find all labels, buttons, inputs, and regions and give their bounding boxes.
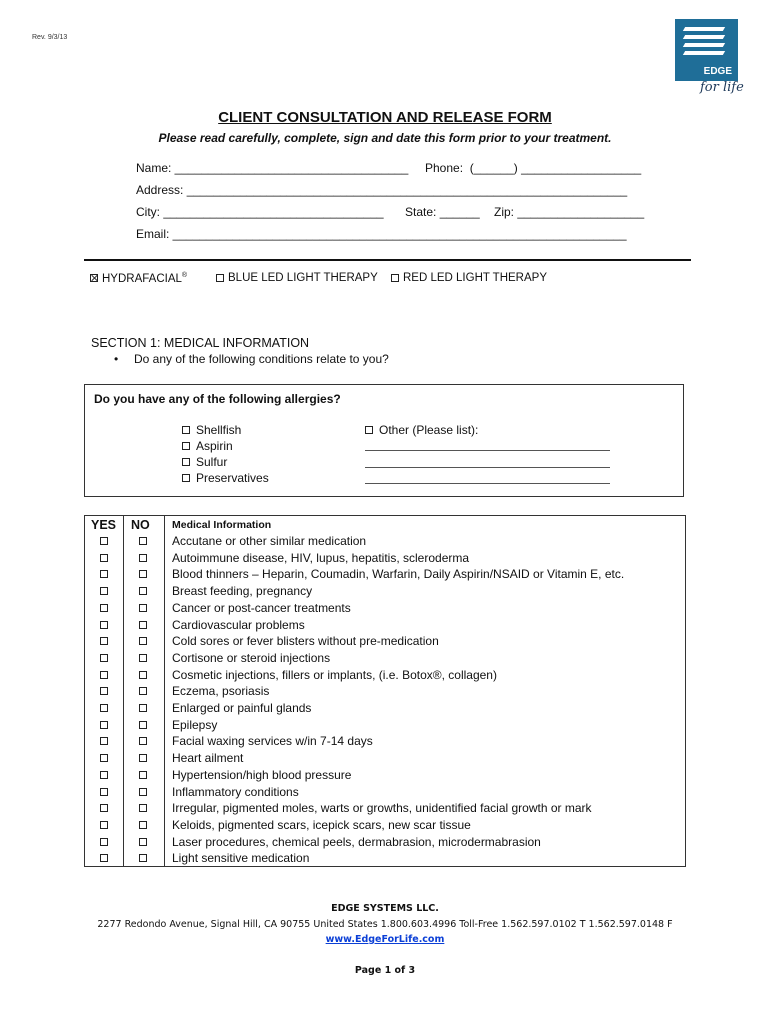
divider	[84, 259, 691, 261]
yes-checkbox-icon[interactable]	[100, 587, 108, 595]
medical-condition: Irregular, pigmented moles, warts or growths, unidentified facial growth or mark	[172, 801, 592, 816]
checkbox-icon[interactable]	[182, 426, 190, 434]
no-checkbox-icon[interactable]	[139, 737, 147, 745]
yes-checkbox-icon[interactable]	[100, 570, 108, 578]
service-label: RED LED LIGHT THERAPY	[403, 272, 548, 284]
no-checkbox-icon[interactable]	[139, 570, 147, 578]
other-line-3[interactable]	[365, 483, 610, 484]
yes-checkbox-icon[interactable]	[100, 788, 108, 796]
table-row	[85, 600, 685, 617]
allergy-item[interactable]: Preservatives	[182, 471, 269, 485]
table-row	[85, 700, 685, 717]
table-row	[85, 633, 685, 650]
bullet-icon: •	[114, 352, 119, 366]
yes-checkbox-icon[interactable]	[100, 637, 108, 645]
no-checkbox-icon[interactable]	[139, 821, 147, 829]
company-address: 2277 Redondo Avenue, Signal Hill, CA 90755 United States 1.800.603.4996 Toll-Free 1.562.597.0102 T 1.562.597.0148 F	[97, 919, 673, 930]
yes-checkbox-icon[interactable]	[100, 621, 108, 629]
medical-condition: Cardiovascular problems	[172, 617, 305, 632]
yes-checkbox-icon[interactable]	[100, 721, 108, 729]
allergy-question: Do you have any of the following allergies?	[94, 392, 341, 406]
table-row	[85, 817, 685, 834]
section-bullet: • Do any of the following conditions relate to you?	[114, 352, 389, 366]
medical-condition: Cancer or post-cancer treatments	[172, 600, 351, 615]
table-row	[85, 850, 685, 867]
yes-checkbox-icon[interactable]	[100, 754, 108, 762]
medical-condition: Hypertension/high blood pressure	[172, 767, 352, 782]
no-header: NO	[131, 518, 150, 532]
table-row	[85, 767, 685, 784]
yes-checkbox-icon[interactable]	[100, 737, 108, 745]
medical-condition: Breast feeding, pregnancy	[172, 584, 313, 599]
other-line-1[interactable]	[365, 450, 610, 451]
table-row	[85, 667, 685, 684]
company-name: EDGE SYSTEMS LLC.	[331, 903, 439, 914]
checkbox-icon[interactable]	[391, 274, 399, 282]
zip-field[interactable]: Zip: ___________________	[494, 205, 645, 219]
checkbox-icon[interactable]	[182, 442, 190, 450]
yes-checkbox-icon[interactable]	[100, 654, 108, 662]
table-row	[85, 717, 685, 734]
registered-mark: ®	[181, 272, 188, 279]
no-checkbox-icon[interactable]	[139, 704, 147, 712]
table-row	[85, 683, 685, 700]
medical-condition: Facial waxing services w/in 7-14 days	[172, 734, 373, 749]
edge-logo	[675, 19, 738, 81]
no-checkbox-icon[interactable]	[139, 654, 147, 662]
revision-label: Rev. 9/3/13	[32, 34, 68, 41]
other-line-2[interactable]	[365, 467, 610, 468]
no-checkbox-icon[interactable]	[139, 771, 147, 779]
allergy-other[interactable]: Other (Please list):	[365, 423, 478, 437]
checkbox-icon[interactable]	[216, 274, 224, 282]
yes-checkbox-icon[interactable]	[100, 671, 108, 679]
medical-condition: Laser procedures, chemical peels, dermabrasion, microdermabrasion	[172, 834, 541, 849]
yes-checkbox-icon[interactable]	[100, 687, 108, 695]
allergy-item[interactable]: Sulfur	[182, 455, 227, 469]
service-label: HYDRAFACIAL	[102, 272, 182, 285]
medical-condition: Cosmetic injections, fillers or implants, (i.e. Botox®, collagen)	[172, 667, 497, 682]
table-row	[85, 583, 685, 600]
yes-checkbox-icon[interactable]	[100, 804, 108, 812]
allergy-item[interactable]: Aspirin	[182, 439, 233, 453]
no-checkbox-icon[interactable]	[139, 621, 147, 629]
table-row	[85, 733, 685, 750]
no-checkbox-icon[interactable]	[139, 687, 147, 695]
name-field[interactable]: Name: ___________________________________	[136, 161, 409, 175]
phone-field[interactable]: Phone: (______) __________________	[425, 161, 642, 175]
no-checkbox-icon[interactable]	[139, 721, 147, 729]
no-checkbox-icon[interactable]	[139, 804, 147, 812]
no-checkbox-icon[interactable]	[139, 587, 147, 595]
checked-checkbox-icon[interactable]	[90, 274, 98, 282]
checkbox-icon[interactable]	[182, 458, 190, 466]
medical-condition: Blood thinners – Heparin, Coumadin, Warfarin, Daily Aspirin/NSAID or Vitamin E, etc.	[172, 567, 625, 582]
table-row	[85, 617, 685, 634]
checkbox-icon[interactable]	[182, 474, 190, 482]
logo-brand: EDGE	[703, 66, 732, 77]
website-link[interactable]: www.EdgeForLife.com	[325, 934, 445, 945]
medical-condition: Accutane or other similar medication	[172, 534, 367, 548]
medical-condition: Keloids, pigmented scars, icepick scars, new scar tissue	[172, 817, 471, 832]
no-checkbox-icon[interactable]	[139, 788, 147, 796]
medical-condition: Enlarged or painful glands	[172, 701, 312, 715]
no-checkbox-icon[interactable]	[139, 671, 147, 679]
email-field[interactable]: Email: ____________________________________________________________________	[136, 227, 627, 241]
table-row	[85, 834, 685, 851]
state-field[interactable]: State: ______	[405, 205, 480, 219]
medical-condition: Autoimmune disease, HIV, lupus, hepatitis, scleroderma	[172, 550, 470, 565]
medical-condition: Eczema, psoriasis	[172, 684, 270, 699]
no-checkbox-icon[interactable]	[139, 604, 147, 612]
yes-header: YES	[91, 518, 117, 532]
service-label: BLUE LED LIGHT THERAPY	[228, 272, 378, 284]
yes-checkbox-icon[interactable]	[100, 771, 108, 779]
city-field[interactable]: City: _________________________________	[136, 205, 384, 219]
form-subtitle: Please read carefully, complete, sign and date this form prior to your treatment.	[158, 131, 612, 145]
yes-checkbox-icon[interactable]	[100, 604, 108, 612]
yes-checkbox-icon[interactable]	[100, 704, 108, 712]
checkbox-icon[interactable]	[365, 426, 373, 434]
medical-condition: Epilepsy	[172, 717, 218, 732]
no-checkbox-icon[interactable]	[139, 854, 147, 862]
yes-checkbox-icon[interactable]	[100, 854, 108, 862]
page-number: Page 1 of 3	[354, 965, 416, 976]
medical-condition: Light sensitive medication	[172, 851, 310, 866]
no-checkbox-icon[interactable]	[139, 637, 147, 645]
section-title: SECTION 1: MEDICAL INFORMATION	[91, 336, 310, 350]
table-row	[85, 750, 685, 767]
no-checkbox-icon[interactable]	[139, 754, 147, 762]
service-hydrafacial[interactable]	[90, 272, 187, 285]
table-row	[85, 566, 685, 583]
address-field[interactable]: Address: __________________________________________________________________	[136, 183, 628, 197]
medical-condition: Cold sores or fever blisters without pre-medication	[172, 634, 439, 649]
table-row	[85, 800, 685, 817]
yes-checkbox-icon[interactable]	[100, 821, 108, 829]
no-checkbox-icon[interactable]	[139, 537, 147, 545]
allergy-item[interactable]: Shellfish	[182, 423, 241, 437]
table-row	[85, 650, 685, 667]
allergy-box	[84, 384, 684, 497]
yes-checkbox-icon[interactable]	[100, 537, 108, 545]
form-title: CLIENT CONSULTATION AND RELEASE FORM	[218, 109, 552, 126]
yes-checkbox-icon[interactable]	[100, 838, 108, 846]
logo-tagline: for life	[700, 80, 744, 95]
medical-condition: Heart ailment	[172, 751, 244, 766]
table-row	[85, 533, 685, 550]
medical-condition: Cortisone or steroid injections	[172, 650, 331, 665]
medical-header: Medical Information	[172, 519, 272, 531]
medical-table	[84, 515, 686, 867]
table-row	[85, 784, 685, 801]
no-checkbox-icon[interactable]	[139, 554, 147, 562]
yes-checkbox-icon[interactable]	[100, 554, 108, 562]
table-row	[85, 550, 685, 567]
no-checkbox-icon[interactable]	[139, 838, 147, 846]
medical-condition: Inflammatory conditions	[172, 784, 299, 799]
service-red-led[interactable]	[391, 272, 547, 284]
service-blue-led[interactable]	[216, 272, 378, 284]
